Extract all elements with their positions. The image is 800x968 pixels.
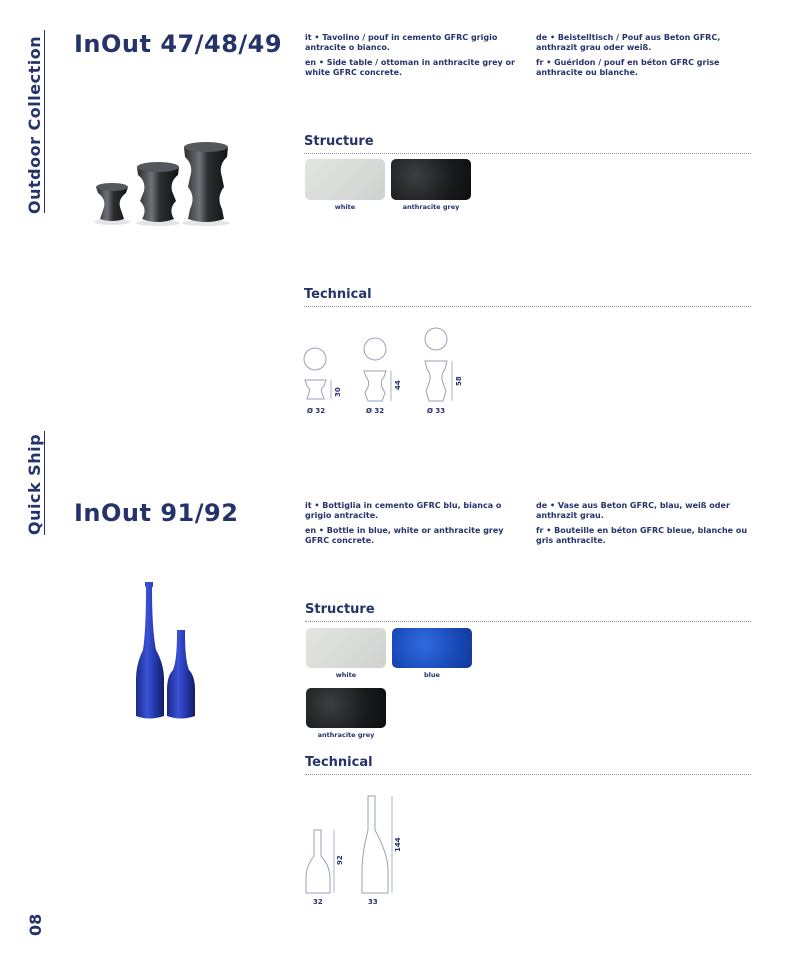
dimension-diameter: Ø 33	[427, 407, 446, 415]
dimension-height: 58	[455, 376, 463, 386]
desc-de: de • Vase aus Beton GFRC, blau, weiß oder anthrazit grau.	[536, 501, 730, 520]
swatch-blue[interactable]	[392, 628, 472, 668]
quickship-divider	[44, 431, 45, 535]
swatch-label: white	[334, 203, 356, 211]
desc-de: de • Beistelltisch / Pouf aus Beton GFRC, anthrazit grau oder weiß.	[536, 33, 721, 52]
technical-heading: Technical	[304, 287, 372, 302]
dimension-height: 30	[334, 387, 342, 397]
technical-drawing-stools	[300, 325, 480, 415]
swatch-white[interactable]	[305, 159, 385, 200]
product-photo-stools	[90, 135, 240, 235]
structure-rule	[304, 153, 751, 154]
structure-heading: Structure	[305, 602, 375, 617]
swatch-white[interactable]	[306, 628, 386, 668]
collection-label: Outdoor Collection	[25, 35, 44, 214]
structure-rule	[305, 621, 751, 622]
dimension-height: 44	[394, 380, 402, 390]
desc-fr: fr • Guéridon / pouf en béton GFRC grise anthracite ou blanche.	[536, 58, 720, 77]
quickship-label: Quick Ship	[25, 433, 44, 535]
desc-en: en • Side table / ottoman in anthracite grey or white GFRC concrete.	[305, 58, 515, 77]
desc-it: it • Bottiglia in cemento GFRC blu, bianca o grigio antracite.	[305, 501, 502, 520]
desc-it: it • Tavolino / pouf in cemento GFRC grigio antracite o bianco.	[305, 33, 498, 52]
product-photo-bottles	[130, 580, 210, 725]
dimension-diameter: 32	[313, 898, 323, 906]
dimension-diameter: 33	[368, 898, 378, 906]
structure-heading: Structure	[304, 134, 374, 149]
swatch-label: white	[335, 671, 357, 679]
swatch-label: anthracite grey	[317, 731, 375, 739]
page-number: 08	[26, 913, 45, 936]
desc-en: en • Bottle in blue, white or anthracite grey GFRC concrete.	[305, 526, 504, 545]
collection-divider	[44, 30, 45, 213]
dimension-diameter: Ø 32	[366, 407, 385, 415]
technical-rule	[305, 774, 751, 775]
technical-heading: Technical	[305, 755, 373, 770]
swatch-label: anthracite grey	[402, 203, 460, 211]
product-title: InOut 47/48/49	[74, 30, 283, 58]
swatch-anthracite[interactable]	[391, 159, 471, 200]
dimension-diameter: Ø 32	[307, 407, 326, 415]
technical-rule	[304, 306, 751, 307]
desc-fr: fr • Bouteille en béton GFRC bleue, blanche ou gris anthracite.	[536, 526, 748, 545]
product-title: InOut 91/92	[74, 499, 239, 527]
swatch-label: blue	[424, 671, 440, 679]
dimension-height: 144	[394, 837, 402, 852]
swatch-anthracite[interactable]	[306, 688, 386, 728]
dimension-height: 92	[336, 855, 344, 865]
